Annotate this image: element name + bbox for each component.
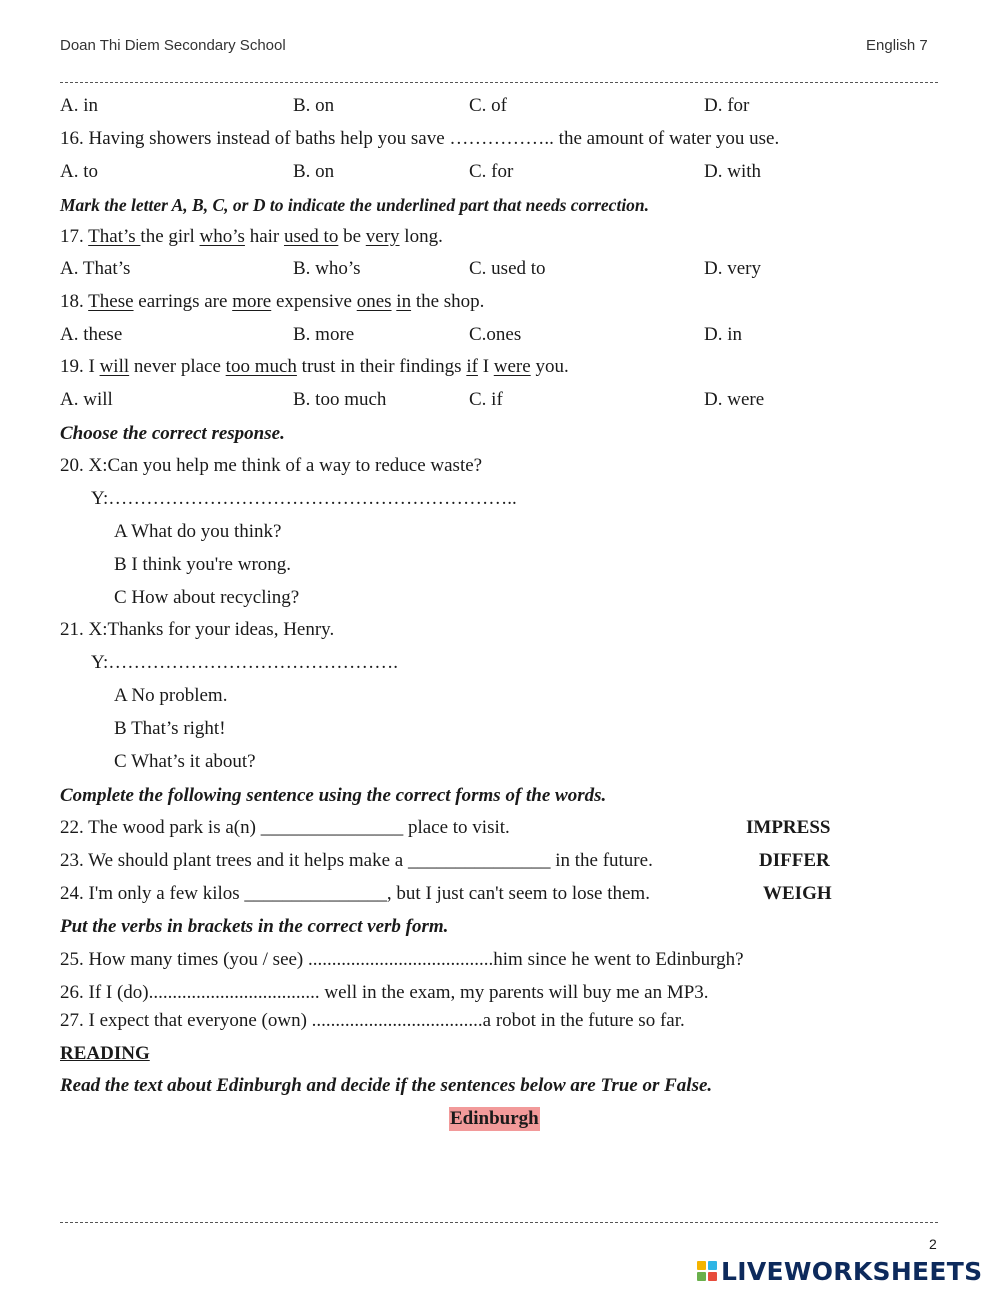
option-a[interactable]: A. these [60,324,123,345]
section-word-form-instruction: Complete the following sentence using the correct forms of the words. [60,785,607,806]
logo-grid-icon [697,1261,717,1281]
question-18: 18. These earrings are more expensive ones in the shop. [60,291,485,312]
question-20-prompt: 20. X:Can you help me think of a way to reduce waste? [60,455,483,476]
option-d[interactable]: D. were [704,389,765,410]
option-b[interactable]: B. on [293,161,335,182]
q20-option-a[interactable]: A What do you think? [114,521,282,542]
option-d[interactable]: D. for [704,95,750,116]
logo-tile-3 [697,1272,706,1281]
section-response-instruction: Choose the correct response. [60,423,285,444]
underlined-c: ones [356,291,392,312]
logo-tile-1 [697,1261,706,1270]
header-divider [60,82,938,83]
q20-option-c[interactable]: C How about recycling? [114,587,300,608]
q21-option-a[interactable]: A No problem. [114,685,228,706]
option-d[interactable]: D. in [704,324,742,345]
underlined-b: too much [225,356,297,377]
logo-text: LIVEWORKSHEETS [721,1256,983,1286]
option-a[interactable]: A. to [60,161,98,182]
section-correction-instruction: Mark the letter A, B, C, or D to indicate the underlined part that needs correction. [60,195,650,215]
question-16: 16. Having showers instead of baths help you save …………….. the amount of water you use. [60,128,780,149]
underlined-d: very [365,226,400,247]
question-23[interactable]: 23. We should plant trees and it helps make a _______________ in the future. [60,850,653,871]
option-a[interactable]: A. will [60,389,113,410]
question-22-keyword: IMPRESS [746,817,831,838]
underlined-a: will [99,356,130,377]
question-20-answer-blank[interactable]: Y:……………………………………………………….. [91,488,517,509]
header-subject: English 7 [866,37,928,54]
q21-option-c[interactable]: C What’s it about? [114,751,256,772]
question-25[interactable]: 25. How many times (you / see) .......................................him since he went to Edinburgh? [60,949,744,970]
option-b[interactable]: B. more [293,324,355,345]
option-b[interactable]: B. too much [293,389,387,410]
underlined-a: These [88,291,134,312]
option-d[interactable]: D. very [704,258,761,279]
question-27[interactable]: 27. I expect that everyone (own) ....................................a robot in the future so far. [60,1010,685,1031]
logo-tile-4 [708,1272,717,1281]
option-c[interactable]: C. of [469,95,507,116]
q21-option-b[interactable]: B That’s right! [114,718,226,739]
option-b[interactable]: B. on [293,95,335,116]
option-b[interactable]: B. who’s [293,258,361,279]
liveworksheets-logo[interactable] [697,1256,982,1286]
q20-option-b[interactable]: B I think you're wrong. [114,554,292,575]
underlined-d: were [493,356,531,377]
logo-tile-2 [708,1261,717,1270]
option-d[interactable]: D. with [704,161,761,182]
question-24[interactable]: 24. I'm only a few kilos _______________, but I just can't seem to lose them. [60,883,650,904]
option-a[interactable]: A. That’s [60,258,131,279]
underlined-c: if [466,356,478,377]
header-school: Doan Thi Diem Secondary School [60,37,286,54]
section-verbs-instruction: Put the verbs in brackets in the correct verb form. [60,916,449,937]
underlined-d: in [396,291,412,312]
question-26[interactable]: 26. If I (do).................................... well in the exam, my parents will buy me an MP3. [60,982,709,1003]
question-21-prompt: 21. X:Thanks for your ideas, Henry. [60,619,335,640]
question-17: 17. That’s the girl who’s hair used to be very long. [60,226,443,247]
footer-divider [60,1222,938,1223]
underlined-c: used to [283,226,339,247]
question-23-keyword: DIFFER [759,850,830,871]
underlined-a: That’s [88,226,141,247]
option-c[interactable]: C. if [469,389,503,410]
question-22[interactable]: 22. The wood park is a(n) _______________ place to visit. [60,817,510,838]
page-number: 2 [929,1236,937,1252]
reading-title: Edinburgh [450,1108,539,1129]
option-c[interactable]: C. used to [469,258,546,279]
option-a[interactable]: A. in [60,95,98,116]
option-c[interactable]: C.ones [469,324,522,345]
option-c[interactable]: C. for [469,161,514,182]
reading-heading: READING [60,1043,150,1064]
question-21-answer-blank[interactable]: Y:………………………………………. [91,652,399,673]
question-19: 19. I will never place too much trust in their findings if I were you. [60,356,569,377]
question-24-keyword: WEIGH [763,883,832,904]
underlined-b: who’s [199,226,245,247]
reading-instruction: Read the text about Edinburgh and decide if the sentences below are True or False. [60,1075,713,1096]
underlined-b: more [232,291,272,312]
